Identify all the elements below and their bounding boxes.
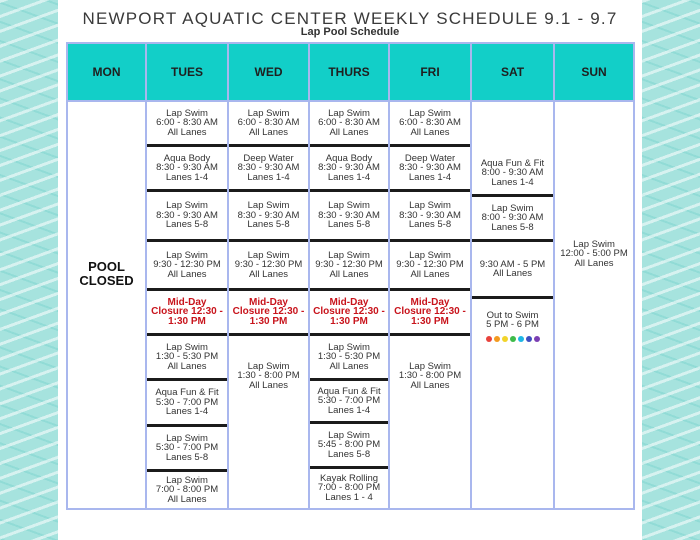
tues-session-lap-swim-early: Lap Swim 6:00 - 8:30 AM All Lanes: [156, 107, 218, 138]
fri-session-lap-swim-midday: Lap Swim 9:30 - 12:30 PM All Lanes: [396, 249, 464, 280]
tues-session-aqua-body: Aqua Body 8:30 - 9:30 AM Lanes 1-4: [156, 152, 218, 183]
dot-violet: [534, 336, 540, 342]
page-title: NEWPORT AQUATIC CENTER WEEKLY SCHEDULE 9.1 - 9.7: [82, 9, 618, 28]
wed-session-lap-swim-lanes-5-8: Lap Swim 8:30 - 9:30 AM Lanes 5-8: [237, 200, 300, 231]
header-fri: FRI: [390, 44, 470, 100]
wed-session-lap-swim-midday: Lap Swim 9:30 - 12:30 PM All Lanes: [234, 249, 303, 280]
header-sun: SUN: [555, 44, 633, 100]
thurs-session-lap-swim-afternoon: Lap Swim 1:30 - 5:30 PM All Lanes: [317, 341, 381, 372]
thurs-session-aqua-fun-fit: Aqua Fun & Fit 5:30 - 7:00 PM Lanes 1-4: [317, 385, 381, 416]
tues-session-lap-swim-afternoon: Lap Swim 1:30 - 5:30 PM All Lanes: [155, 341, 219, 372]
tues-session-lap-swim-evening: Lap Swim 5:30 - 7:00 PM Lanes 5-8: [155, 432, 219, 463]
wed-session-lap-swim-early: Lap Swim 6:00 - 8:30 AM All Lanes: [237, 107, 300, 138]
monday-pool-closed: [68, 244, 145, 304]
wed-session-lap-swim-afternoon: Lap Swim 1:30 - 8:00 PM All Lanes: [237, 360, 300, 391]
page-subtitle: Lap Pool Schedule: [300, 26, 400, 38]
sun-session-lap-swim: Lap Swim 12:00 - 5:00 PM All Lanes: [560, 238, 628, 269]
pool-closed-line1: POOL: [88, 259, 125, 274]
wed-midday-closure: Mid-Day Closure 12:30 - 1:30 PM: [232, 296, 305, 327]
sat-session-lap-swim: Lap Swim 8:00 - 9:30 AM Lanes 5-8: [481, 202, 544, 233]
thurs-session-kayak-rolling: Kayak Rolling 7:00 - 8:00 PM Lanes 1 - 4: [317, 472, 381, 503]
thurs-midday-closure: Mid-Day Closure 12:30 - 1:30 PM: [313, 296, 385, 327]
dot-red: [486, 336, 492, 342]
tues-session-lap-swim-lanes-5-8: Lap Swim 8:30 - 9:30 AM Lanes 5-8: [156, 200, 218, 231]
decorative-wave-left: [0, 0, 58, 540]
sat-session-aqua-fun-fit: Aqua Fun & Fit 8:00 - 9:30 AM Lanes 1-4: [480, 157, 545, 188]
decorative-wave-right: [642, 0, 700, 540]
pride-dots: [486, 336, 540, 342]
thurs-session-lap-swim-lanes-5-8: Lap Swim 8:30 - 9:30 AM Lanes 5-8: [318, 200, 380, 231]
dot-green: [510, 336, 516, 342]
fri-session-lap-swim-early: Lap Swim 6:00 - 8:30 AM All Lanes: [399, 107, 461, 138]
fri-session-lap-swim-lanes-5-8: Lap Swim 8:30 - 9:30 AM Lanes 5-8: [399, 200, 461, 231]
pool-closed-line2: CLOSED: [79, 273, 134, 288]
dot-indigo: [526, 336, 532, 342]
tues-session-aqua-fun-fit: Aqua Fun & Fit 5:30 - 7:00 PM Lanes 1-4: [155, 387, 219, 418]
thurs-session-aqua-body: Aqua Body 8:30 - 9:30 AM Lanes 1-4: [318, 152, 380, 183]
fri-midday-closure: Mid-Day Closure 12:30 - 1:30 PM: [394, 296, 466, 327]
header-wed: WED: [229, 44, 308, 100]
thurs-session-lap-swim-midday: Lap Swim 9:30 - 12:30 PM All Lanes: [315, 249, 383, 280]
tues-midday-closure: Mid-Day Closure 12:30 - 1:30 PM: [151, 296, 223, 327]
thurs-session-lap-swim-early: Lap Swim 6:00 - 8:30 AM All Lanes: [318, 107, 380, 138]
dot-orange: [494, 336, 500, 342]
column-divider: [553, 44, 555, 508]
schedule-table: [66, 42, 635, 510]
header-mon: MON: [68, 44, 145, 100]
fri-session-deep-water: Deep Water 8:30 - 9:30 AM Lanes 1-4: [399, 152, 461, 183]
header-tues: TUES: [147, 44, 227, 100]
sat-session-all-lanes: 9:30 AM - 5 PM All Lanes: [479, 258, 546, 279]
row-separator: [472, 296, 553, 299]
dot-yellow: [502, 336, 508, 342]
fri-session-lap-swim-afternoon: Lap Swim 1:30 - 8:00 PM All Lanes: [398, 360, 462, 391]
dot-blue: [518, 336, 524, 342]
tues-session-lap-swim-late: Lap Swim 7:00 - 8:00 PM All Lanes: [155, 474, 219, 505]
sat-session-out-to-swim: Out to Swim 5 PM - 6 PM: [472, 306, 553, 346]
thurs-session-lap-swim-evening: Lap Swim 5:45 - 8:00 PM Lanes 5-8: [317, 429, 381, 460]
wed-session-deep-water: Deep Water 8:30 - 9:30 AM Lanes 1-4: [237, 152, 300, 183]
header-sat: SAT: [472, 44, 553, 100]
tues-session-lap-swim-midday: Lap Swim 9:30 - 12:30 PM All Lanes: [153, 249, 221, 280]
header-thurs: THURS: [310, 44, 388, 100]
